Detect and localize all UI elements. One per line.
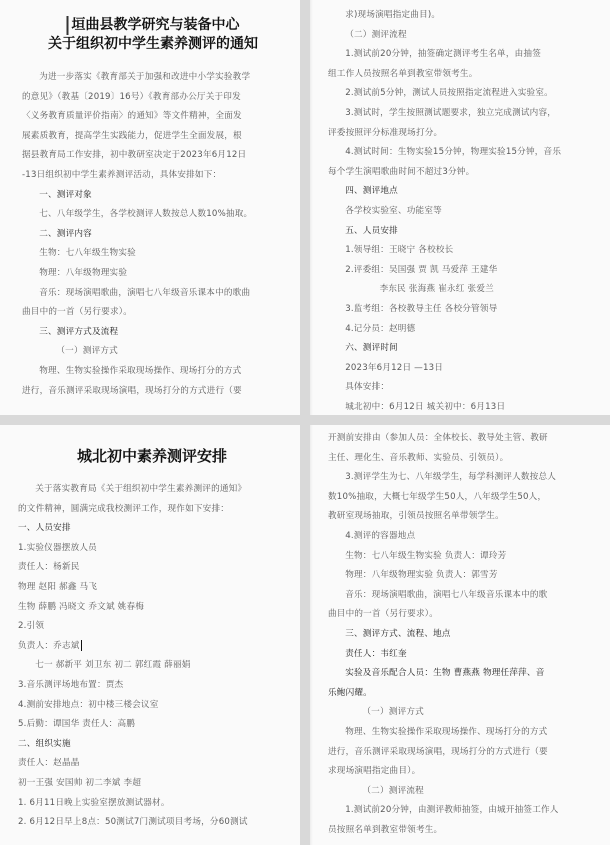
paragraph-line: 组工作人员按照名单到教室带领考生。 bbox=[328, 68, 478, 79]
paragraph-line: 4.测评的容器地点 bbox=[345, 530, 416, 541]
paragraph-line: 1. 6月11日晚上实验室摆放测试器材。 bbox=[18, 797, 170, 808]
paragraph-line: 七一 郝新平 刘卫东 初二 郭红霞 薛丽娟 bbox=[35, 660, 191, 671]
section-heading: 六、测评时间 bbox=[345, 343, 398, 354]
paragraph-line: 5.后勤：谭国华 责任人：高鹏 bbox=[18, 719, 136, 730]
paragraph-line: 3.音乐测评场地布置：贾杰 bbox=[18, 679, 124, 690]
paragraph-line: 物理：八年级物理实验 bbox=[39, 267, 128, 278]
section-heading: 一、人员安排 bbox=[18, 523, 71, 534]
paragraph-line: -13日组织初中学生素养测评活动，具体安排如下： bbox=[22, 169, 222, 180]
paragraph-line: 教研室现场抽取，引领员按照名单带领学生。 bbox=[328, 511, 504, 522]
paragraph-line: 责任人：韦红奎 bbox=[345, 648, 407, 659]
paragraph-line: 2.引领 bbox=[18, 621, 45, 632]
paragraph-line: 各学校实验室、功能室等 bbox=[345, 205, 442, 216]
paragraph-line: 每个学生演唱歌曲时间不超过3分钟。 bbox=[328, 166, 475, 177]
paragraph-line: 〈义务教育质量评价指南〉的通知》等文件精神，全面发 bbox=[22, 111, 242, 122]
paragraph-line: 求)现场演唱指定曲目)。 bbox=[345, 10, 441, 20]
subsection-heading: （一）测评方式 bbox=[56, 346, 118, 357]
paragraph-line: 曲目中的一首（另行要求）。 bbox=[22, 307, 133, 318]
section-heading: 三、测评方式、流程、地点 bbox=[345, 628, 451, 639]
section-heading: 二、测评内容 bbox=[39, 228, 92, 239]
paragraph-line: 2023年6月12日 —13日 bbox=[345, 362, 444, 373]
editable-text[interactable]: 负责人：乔志斌 bbox=[18, 640, 80, 651]
paragraph-line: 为进一步落实《教育部关于加强和改进中小学实验教学 bbox=[39, 72, 251, 82]
paragraph-line: 物理：八年级物理实验 负责人：郭雪芳 bbox=[345, 570, 498, 581]
paragraph-line: 物理、生物实验操作采取现场操作、现场打分的方式 bbox=[345, 726, 548, 737]
paragraph-line: 乐鲍闪耀。 bbox=[328, 687, 372, 698]
paragraph-line: 1.实验仪器摆放人员 bbox=[18, 542, 97, 553]
text-cursor bbox=[81, 640, 82, 651]
paragraph-line: 的文件精神，圆满完成我校测评工作，现作如下安排： bbox=[18, 503, 230, 514]
document-page-2 bbox=[310, 0, 610, 415]
paragraph-line: 评委按照评分标准现场打分。 bbox=[328, 127, 443, 138]
paragraph-line: 责任人：赵晶晶 bbox=[18, 758, 80, 769]
subsection-heading: （二）测评流程 bbox=[345, 29, 407, 40]
paragraph-line: 2.评委组：吴国强 贾 凯 马爱萍 王建华 bbox=[345, 264, 498, 275]
paragraph-line: 1.测试前20分钟，由测评教师抽签，由城开抽签工作人 bbox=[345, 805, 559, 816]
paragraph-line bbox=[18, 637, 286, 657]
paragraph-line: 2.测试前5分钟，测试人员按照指定流程进入实验室。 bbox=[345, 88, 553, 99]
paragraph-line: 展素质教育，提高学生实践能力，促进学生全面发展，根 bbox=[22, 130, 242, 141]
paragraph-line: 数10%抽取，大概七年级学生50人，八年级学生50人， bbox=[328, 491, 547, 502]
paragraph-line: 4.测前安排地点：初中楼三楼会议室 bbox=[18, 699, 159, 710]
paragraph-line: 曲目中的一首（另行要求）。 bbox=[328, 609, 439, 620]
paragraph-line: 进行，音乐测评采取现场演唱，现场打分的方式进行（要 bbox=[22, 385, 242, 396]
paragraph-line: 3.监考组：各校教导主任 各校分管领导 bbox=[345, 303, 498, 314]
subsection-heading: （一）测评方式 bbox=[362, 707, 424, 718]
document-page-4 bbox=[310, 425, 610, 845]
title-line-2: 关于组织初中学生素养测评的通知 bbox=[48, 36, 258, 52]
paragraph-line: 音乐：现场演唱歌曲，演唱七八年级音乐课本中的歌曲 bbox=[39, 287, 251, 298]
paragraph-line: 生物：七八年级生物实验 负责人：谭玲芳 bbox=[345, 550, 507, 561]
page-shadow bbox=[310, 425, 313, 845]
paragraph-line: 物理、生物实验操作采取现场操作、现场打分的方式 bbox=[39, 365, 242, 376]
notice-title bbox=[22, 14, 284, 54]
paragraph-line: 主任、理化生、音乐教师、实验员、引领员）。 bbox=[328, 452, 509, 463]
paragraph-line: 城北初中：6月12日 城关初中：6月13日 bbox=[345, 401, 506, 412]
paragraph-line: 生物：七八年级生物实验 bbox=[39, 248, 136, 259]
paragraph-line: 4.测试时间：生物实验15分钟，物理实验15分钟，音乐 bbox=[345, 147, 562, 158]
subsection-heading: （二）测评流程 bbox=[362, 785, 424, 796]
page-shadow bbox=[310, 0, 313, 415]
paragraph-line: 实验及音乐配合人员：生物 曹燕燕 物理任萍萍、音 bbox=[345, 668, 545, 679]
paragraph-line: 进行，音乐测评采取现场演唱，现场打分的方式进行（要 bbox=[328, 746, 548, 757]
paragraph-line: 生物 薛鹏 冯晓文 乔文斌 姚春梅 bbox=[18, 601, 145, 612]
paragraph-line: 据县教育局工作安排，初中教研室决定于2023年6月12日 bbox=[22, 150, 247, 161]
paragraph-line: 的意见》（教基〔2019〕16号）《教育部办公厅关于印发 bbox=[22, 91, 241, 102]
paragraph-line: 责任人：杨新民 bbox=[18, 562, 80, 573]
section-heading: 二、组织实施 bbox=[18, 738, 71, 749]
paragraph-line: 物理 赵阳 郝鑫 马飞 bbox=[18, 581, 98, 592]
document-page-3 bbox=[0, 425, 300, 845]
paragraph-line: 李东民 张海燕 崔永红 张爱兰 bbox=[379, 284, 494, 295]
arrangement-title: 城北初中素养测评安排 bbox=[76, 447, 227, 465]
title-line-1: 垣曲县教学研究与装备中心 bbox=[67, 16, 240, 35]
paragraph-line: 具体安排： bbox=[345, 382, 390, 393]
paragraph-line: 2. 6月12日早上8点：50测试7门测试项目考场，分60测试 bbox=[18, 817, 248, 828]
paragraph-line: 员按照名单到教室带领考生。 bbox=[328, 824, 443, 835]
section-heading: 四、测评地点 bbox=[345, 186, 398, 197]
paragraph-line: 4.记分员：赵明德 bbox=[345, 323, 416, 334]
paragraph-line: 1.测试前20分钟，抽签确定测评考生名单，由抽签 bbox=[345, 49, 541, 60]
paragraph-line: 开测前安排由（参加人员：全体校长、教导处主管、教研 bbox=[328, 433, 548, 443]
paragraph-line: 关于落实教育局《关于组织初中学生素养测评的通知》 bbox=[35, 484, 247, 494]
paragraph-line: 3.测试时，学生按照测试题要求，独立完成测试内容， bbox=[345, 107, 557, 118]
document-page-1 bbox=[0, 0, 300, 415]
paragraph-line: 3.测评学生为七、八年级学生，每学科测评人数按总人 bbox=[345, 472, 557, 483]
section-heading: 一、测评对象 bbox=[39, 189, 92, 200]
section-heading: 三、测评方式及流程 bbox=[39, 326, 119, 337]
paragraph-line: 1.领导组：王晓宁 各校校长 bbox=[345, 245, 454, 256]
paragraph-line: 初一王强 安国帅 初二李斌 李超 bbox=[18, 777, 142, 788]
section-heading: 五、人员安排 bbox=[345, 225, 398, 236]
paragraph-line: 求现场演唱指定曲目）。 bbox=[328, 766, 421, 777]
paragraph-line: 音乐：现场演唱歌曲，演唱七八年级音乐课本中的歌 bbox=[345, 589, 548, 600]
paragraph-line: 七、八年级学生，各学校测评人数按总人数10%抽取。 bbox=[39, 209, 253, 220]
